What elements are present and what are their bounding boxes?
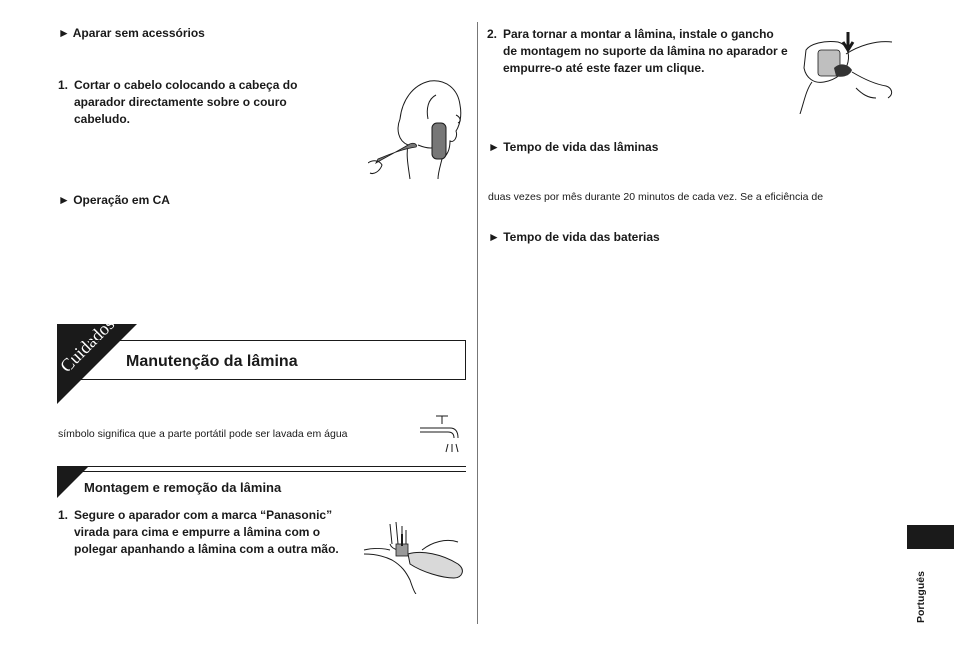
blade-life-heading: ► Tempo de vida das lâminas bbox=[488, 140, 659, 154]
section-side-label: Cuidados bbox=[56, 313, 119, 377]
column-divider bbox=[477, 22, 478, 624]
sub-rule-bottom bbox=[83, 471, 466, 472]
wash-text: símbolo significa que a parte portátil pode ser lavada em água bbox=[58, 428, 348, 440]
step-number: 1. bbox=[58, 78, 69, 92]
step-2-text: Para tornar a montar a lâmina, instale o gancho de montagem no suporte da lâmina no aparador e empurre-o até este fazer um clique. bbox=[503, 27, 788, 75]
blade-removal-illustration bbox=[362, 520, 468, 594]
trim-heading: ► Aparar sem acessórios bbox=[58, 26, 205, 40]
language-tab bbox=[907, 525, 954, 549]
step-1-text: Cortar o cabelo colocando a cabeça do aparador directamente sobre o couro cabeludo. bbox=[74, 78, 298, 126]
sub-rule-top bbox=[83, 466, 466, 467]
language-label: Português bbox=[915, 571, 927, 623]
head-trim-illustration bbox=[368, 75, 468, 183]
sub-section-title: Montagem e remoção da lâmina bbox=[84, 480, 282, 495]
step-number: 1. bbox=[58, 508, 69, 522]
faucet-icon bbox=[418, 414, 462, 454]
blade-attach-illustration bbox=[796, 28, 896, 114]
section-title: Manutenção da lâmina bbox=[126, 353, 298, 370]
ac-heading: ► Operação em CA bbox=[58, 193, 170, 207]
battery-life-heading: ► Tempo de vida das baterias bbox=[488, 230, 660, 244]
step-number: 2. bbox=[487, 27, 498, 41]
blade-removal-step-text: Segure o aparador com a marca “Panasonic” virada para cima e empurre a lâmina com o polegar apanhando a lâmina com a outra mão. bbox=[74, 508, 339, 556]
blade-life-text: duas vezes por mês durante 20 minutos de cada vez. Se a eficiência de bbox=[488, 191, 824, 203]
